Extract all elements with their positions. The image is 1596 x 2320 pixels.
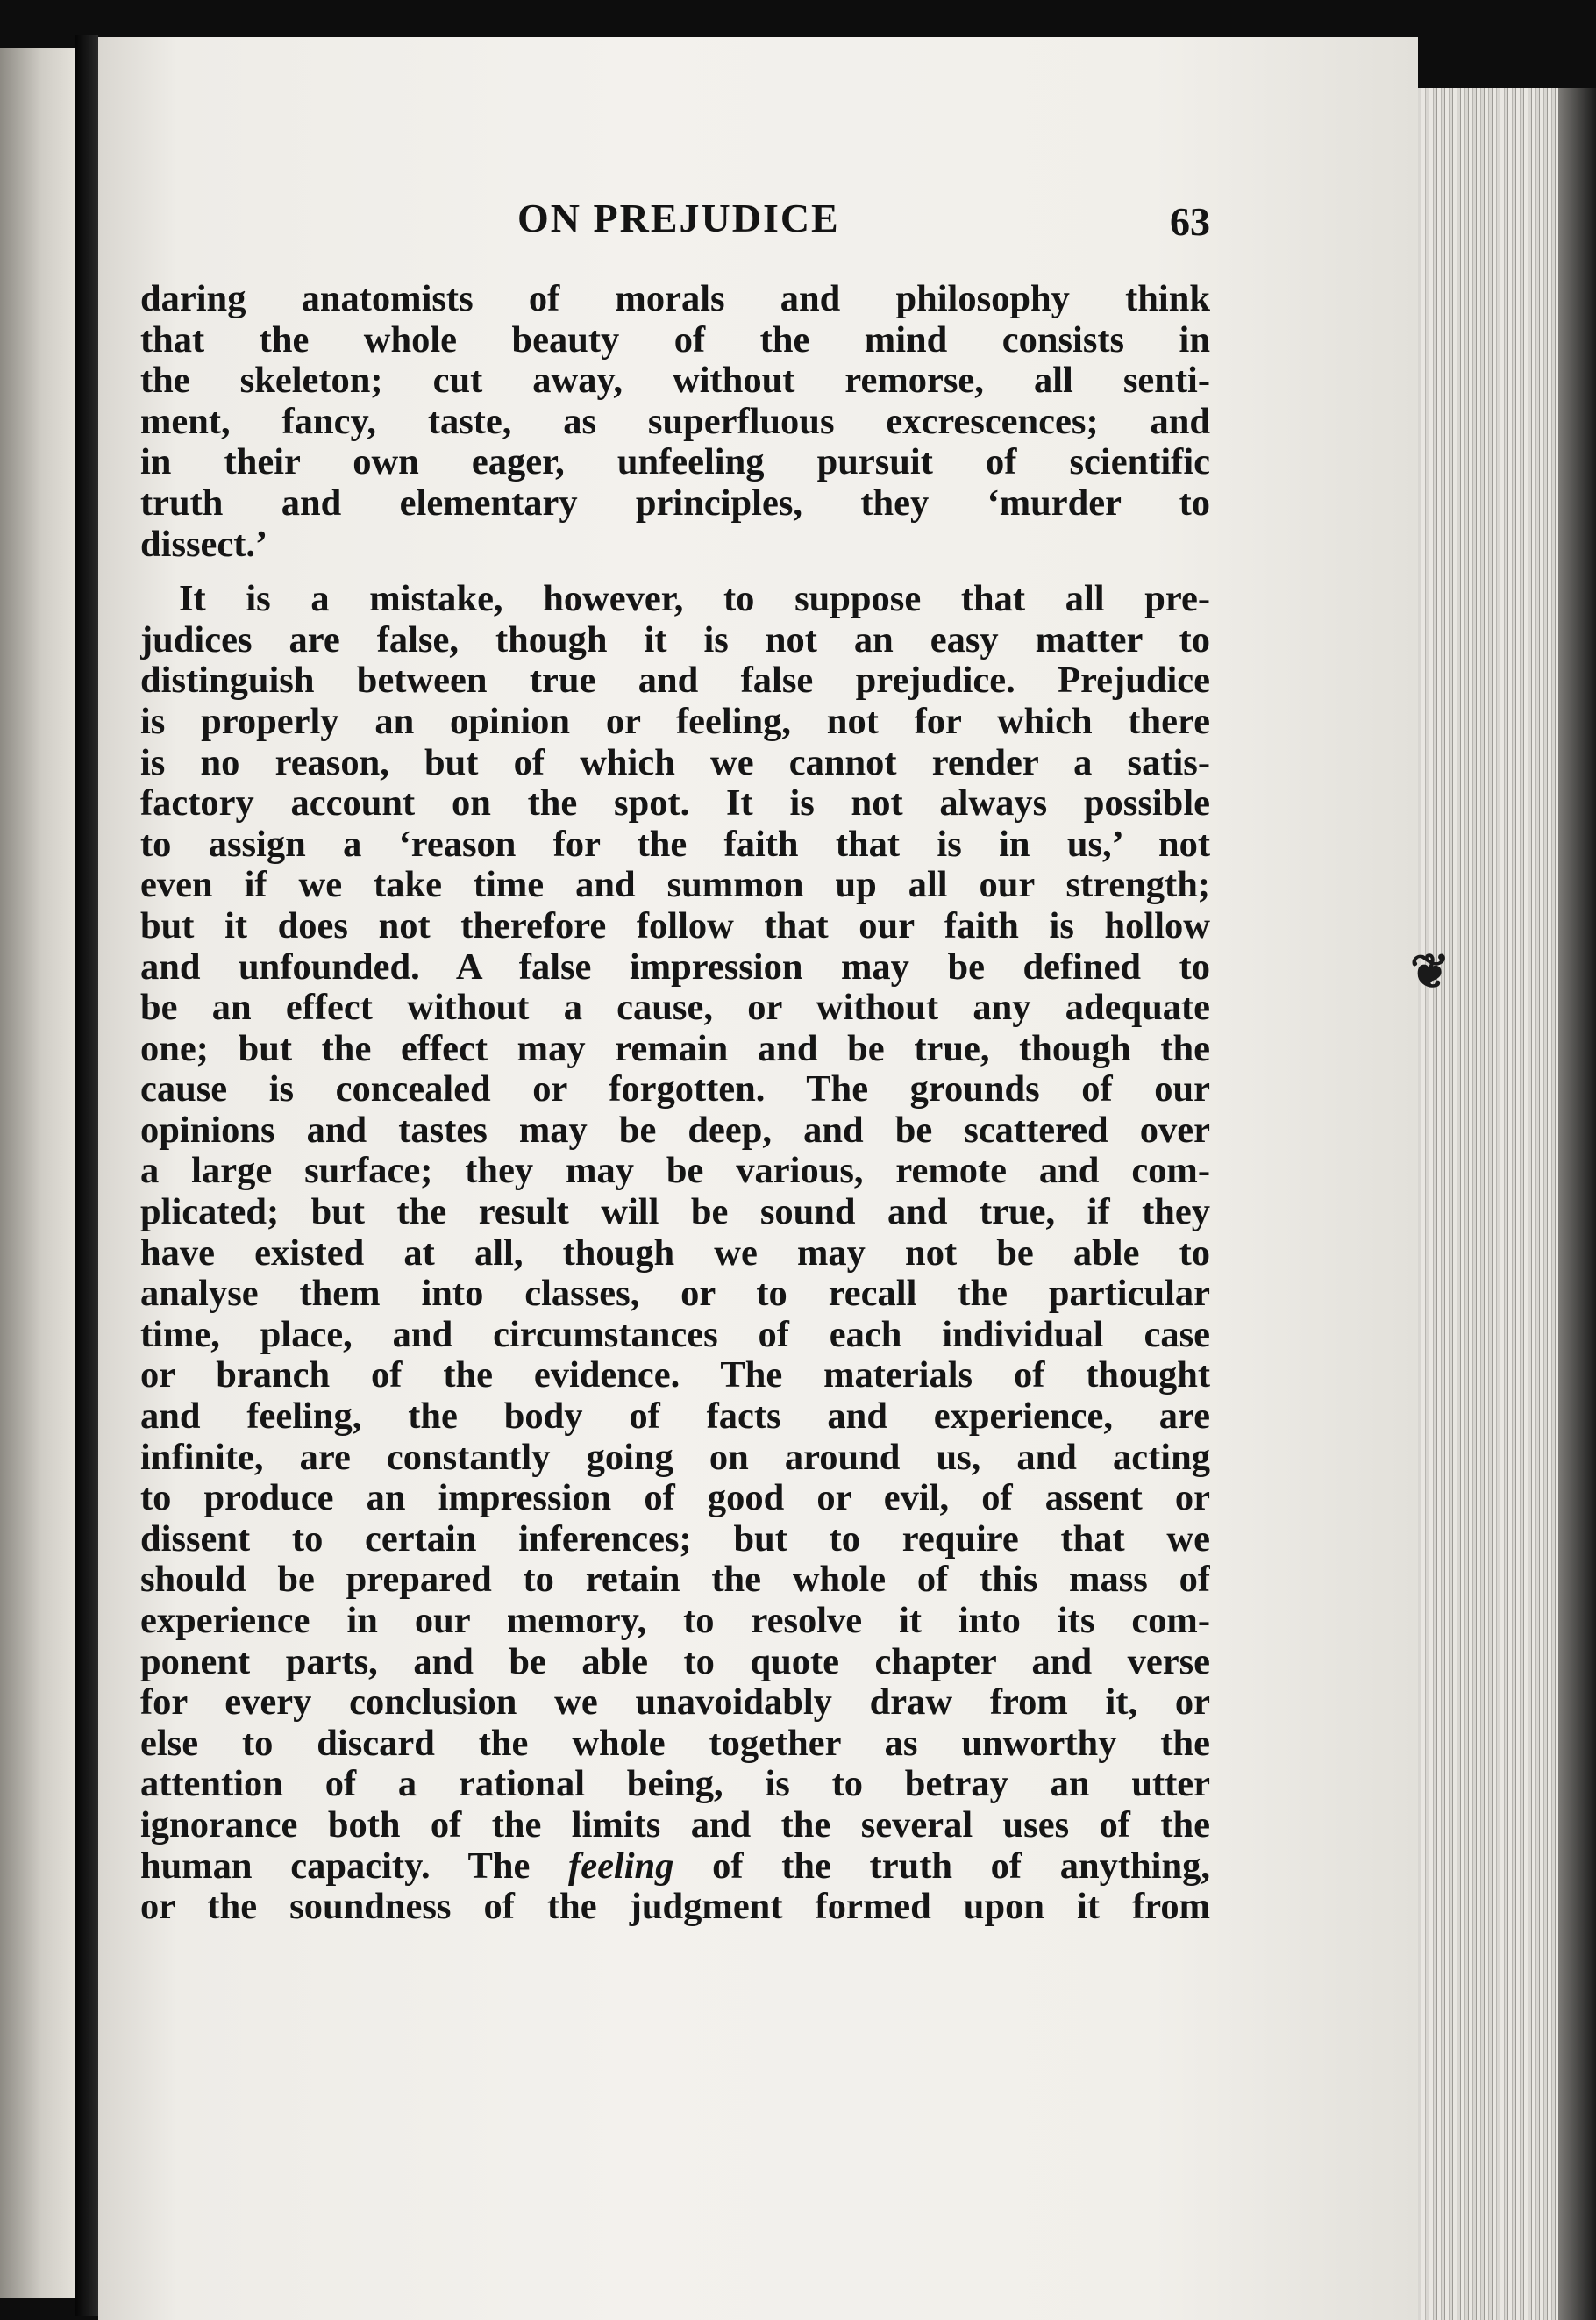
text-line: experience in our memory, to resolve it into its com- (140, 1601, 1210, 1641)
left-page-sliver (0, 48, 75, 2298)
text-line: plicated; but the result will be sound and true, if they (140, 1192, 1210, 1233)
text-line: infinite, are constantly going on around us, and acting (140, 1437, 1210, 1478)
text-line: be an effect without a cause, or without any adequate (140, 988, 1210, 1029)
text-line: is no reason, but of which we cannot render a satis- (140, 742, 1210, 783)
text-line: attention of a rational being, is to betray an utter (140, 1764, 1210, 1805)
text-line: and feeling, the body of facts and experience, are (140, 1396, 1210, 1438)
text-line: is properly an opinion or feeling, not for which there (140, 701, 1210, 742)
text-line: for every conclusion we unavoidably draw from it, or (140, 1682, 1210, 1724)
page-number: 63 (1170, 199, 1210, 244)
page-edges-fade (1558, 88, 1596, 2320)
text-line: have existed at all, though we may not be able to (140, 1232, 1210, 1274)
text-line: time, place, and circumstances of each individual case (140, 1314, 1210, 1355)
text-line: ignorance both of the limits and the several uses of the (140, 1804, 1210, 1845)
italic-word: feeling (568, 1845, 674, 1887)
text-run: of the truth of anything, (673, 1845, 1210, 1887)
text-line: cause is concealed or forgotten. The grounds of our (140, 1069, 1210, 1110)
text-line: dissect.’ (140, 524, 268, 565)
text-line: dissent to certain inferences; but to require that we (140, 1518, 1210, 1560)
text-line: in their own eager, unfeeling pursuit of scientific (140, 442, 1210, 483)
text-line: even if we take time and summon up all our strength; (140, 865, 1210, 906)
page-edges (1418, 88, 1558, 2320)
margin-ornament-mark: ❦ (1410, 943, 1450, 999)
text-line: but it does not therefore follow that our faith is hollow (140, 905, 1210, 946)
text-line: that the whole beauty of the mind consists in (140, 319, 1210, 360)
text-line: or branch of the evidence. The materials of thought (140, 1355, 1210, 1396)
text-run: human capacity. The (140, 1845, 569, 1887)
text-line: to produce an impression of good or evil, of assent or (140, 1478, 1210, 1519)
text-line: analyse them into classes, or to recall the particular (140, 1274, 1210, 1315)
text-line: else to discard the whole together as unworthy the (140, 1723, 1210, 1764)
text-line: opinions and tastes may be deep, and be scattered over (140, 1110, 1210, 1151)
paragraph-2 (140, 579, 1210, 1928)
text-line: one; but the effect may remain and be true, though the (140, 1028, 1210, 1069)
text-line: and unfounded. A false impression may be defined to (140, 946, 1210, 988)
text-line: a large surface; they may be various, remote and com- (140, 1151, 1210, 1192)
text-line: judices are false, though it is not an easy matter to (140, 619, 1210, 660)
text-line: ment, fancy, taste, as superfluous excrescences; and (140, 401, 1210, 442)
text-line: It is a mistake, however, to suppose that all pre- (179, 579, 1210, 620)
text-line: to assign a ‘reason for the faith that is in us,’ not (140, 824, 1210, 865)
paragraph-gap (140, 565, 1210, 579)
text-line-with-italic (140, 1846, 1210, 1888)
running-head-title: ON PREJUDICE (517, 196, 840, 240)
text-line: the skeleton; cut away, without remorse, all senti- (140, 360, 1210, 402)
text-line: factory account on the spot. It is not always possible (140, 783, 1210, 824)
gutter-shadow (75, 35, 98, 2316)
running-head (98, 195, 1418, 256)
text-line: or the soundness of the judgment formed upon it from (140, 1887, 1210, 1928)
text-line: distinguish between true and false prejudice. Prejudice (140, 660, 1210, 702)
body-text (140, 279, 1210, 1928)
paragraph-1 (140, 279, 1210, 565)
text-line: should be prepared to retain the whole of this mass of (140, 1560, 1210, 1601)
text-line: ponent parts, and be able to quote chapter and verse (140, 1641, 1210, 1682)
text-line: truth and elementary principles, they ‘murder to (140, 482, 1210, 524)
text-line: daring anatomists of morals and philosophy think (140, 279, 1210, 319)
